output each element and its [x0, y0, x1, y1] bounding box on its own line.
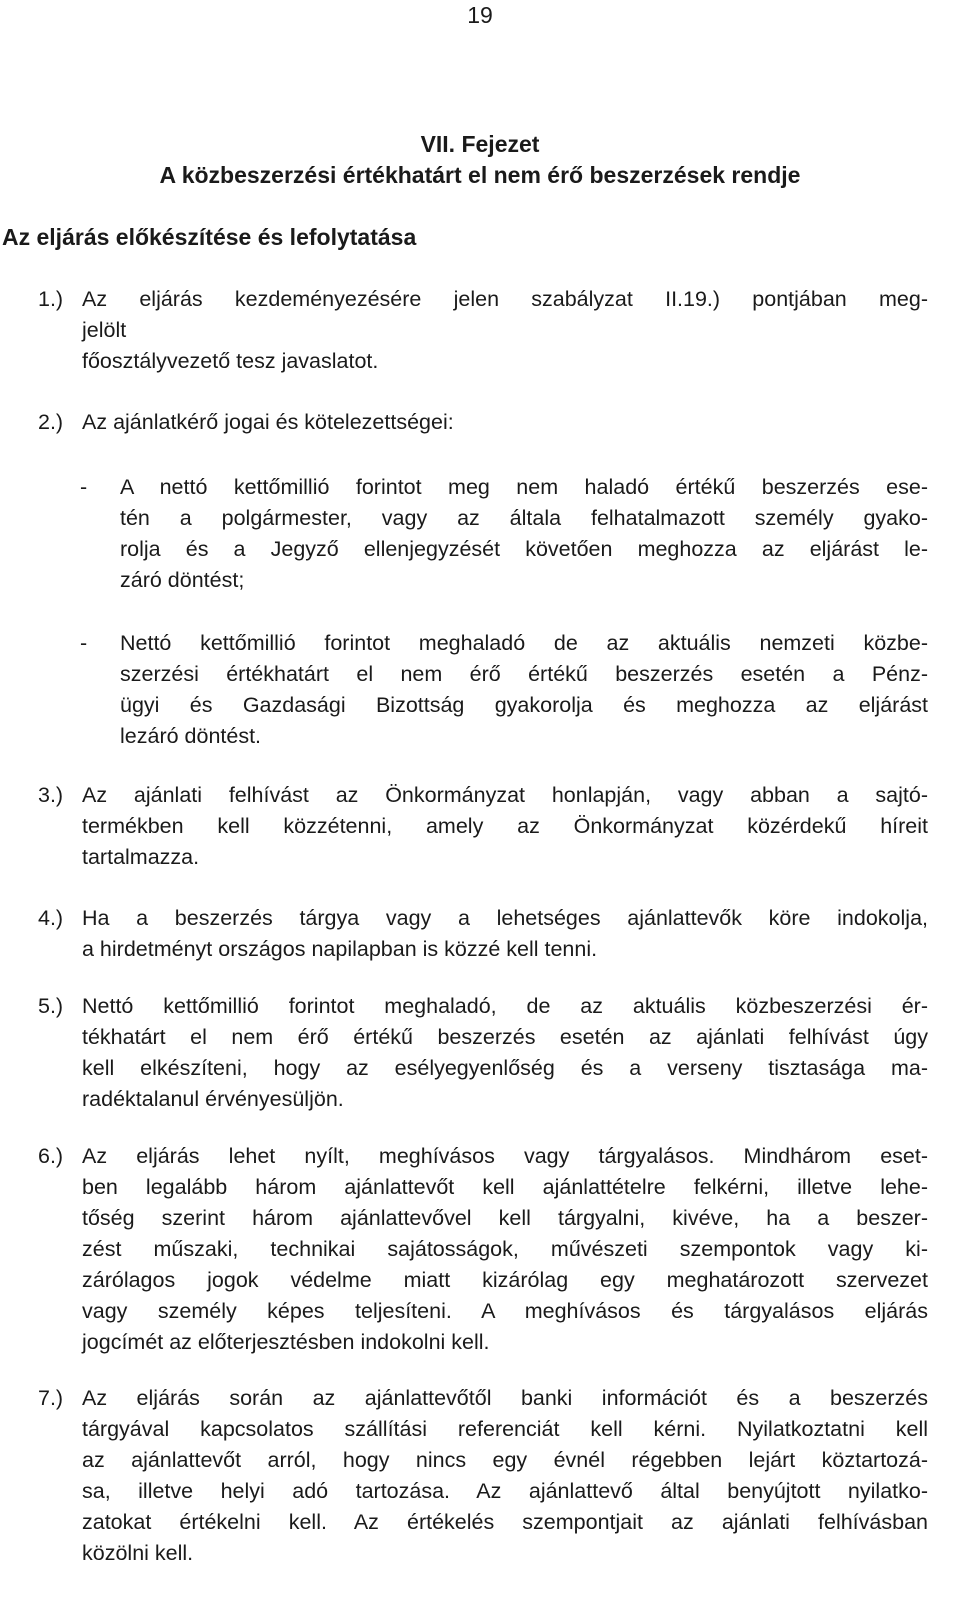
text-line: Nettó kettőmillió forintot meghaladó, de az aktuális közbeszerzési ér- [82, 994, 928, 1018]
text-line: jogcímét az előterjesztésben indokolni kell. [82, 1330, 490, 1354]
item-number: 6.) [38, 1144, 64, 1168]
text-line: Az eljárás kezdeményezésére jelen szabályzat II.19.) pontjában meg- [82, 287, 928, 311]
paragraph-item-4 [38, 903, 928, 965]
paragraph-item-5 [38, 991, 928, 1115]
paragraph-item-6 [38, 1141, 928, 1358]
paragraph-item-1 [38, 284, 928, 377]
text-line: zárólagos jogok védelme miatt kizárólag egy meghatározott szervezet [82, 1268, 928, 1292]
text-line: a hirdetményt országos napilapban is közzé kell tenni. [82, 937, 598, 961]
text-line: ben legalább három ajánlattevőt kell ajánlattételre felkérni, illetve lehe- [82, 1175, 928, 1199]
item-text [82, 1383, 928, 1569]
list-dash: - [80, 475, 88, 499]
chapter-number: VII. Fejezet [420, 131, 540, 157]
item-text [82, 991, 928, 1115]
text-line: Az eljárás lehet nyílt, meghívásos vagy tárgyalásos. Mindhárom eset- [82, 1144, 928, 1168]
text-line: vagy személy képes teljesíteni. A meghívásos és tárgyalásos eljárás [82, 1299, 928, 1323]
section-title: Az eljárás előkészítése és lefolytatása [2, 224, 417, 250]
item-text [82, 780, 928, 873]
text-line: Az eljárás során az ajánlattevőtől banki információt és a beszerzés [82, 1386, 928, 1410]
paragraph-item-3 [38, 780, 928, 873]
item-text [82, 284, 928, 377]
text-line: szerzési értékhatárt el nem érő értékű beszerzés esetén a Pénz- [120, 662, 928, 686]
text-line: tőség szerint három ajánlattevővel kell tárgyalni, kivéve, ha a beszer- [82, 1206, 928, 1230]
item-number: 4.) [38, 906, 64, 930]
text-line: közölni kell. [82, 1541, 194, 1565]
text-line: kell elkészíteni, hogy az esélyegyenlőség és a verseny tisztasága ma- [82, 1056, 928, 1080]
text-line: tén a polgármester, vagy az általa felhatalmazott személy gyako- [120, 506, 928, 530]
text-line: jelölt [82, 318, 127, 342]
sub-item-2-1 [80, 472, 928, 596]
text-line: rolja és a Jegyző ellenjegyzését követően meghozza az eljárást le- [120, 537, 928, 561]
text-line: termékben kell közzétenni, amely az Önkormányzat közérdekű híreit [82, 814, 928, 838]
text-line: tárgyával kapcsolatos szállítási referenciát kell kérni. Nyilatkoztatni kell [82, 1417, 928, 1441]
page-number: 19 [467, 2, 493, 28]
text-line: ügyi és Gazdasági Bizottság gyakorolja és meghozza az eljárást [120, 693, 928, 717]
item-text [82, 903, 928, 965]
sub-item-text [120, 472, 928, 596]
text-line: tékhatárt el nem érő értékű beszerzés esetén az ajánlati felhívást úgy [82, 1025, 928, 1049]
text-line: főosztályvezető tesz javaslatot. [82, 349, 379, 373]
paragraph-item-2 [38, 407, 928, 438]
text-line: Az ajánlati felhívást az Önkormányzat honlapján, vagy abban a sajtó- [82, 783, 928, 807]
item-text [82, 407, 928, 438]
text-line: tartalmazza. [82, 845, 200, 869]
text-line: zést műszaki, technikai sajátosságok, művészeti szempontok vagy ki- [82, 1237, 928, 1261]
item-number: 3.) [38, 783, 64, 807]
item-number: 5.) [38, 994, 64, 1018]
text-line: Az ajánlatkérő jogai és kötelezettségei: [82, 410, 454, 434]
item-number: 7.) [38, 1386, 64, 1410]
text-line: lezáró döntést. [120, 724, 262, 748]
chapter-heading [0, 129, 960, 191]
sub-item-2-2 [80, 628, 928, 752]
paragraph-item-7 [38, 1383, 928, 1569]
text-line: radéktalanul érvényesüljön. [82, 1087, 344, 1111]
text-line: az ajánlattevőt arról, hogy nincs egy évnél régebben lejárt köztartozá- [82, 1448, 928, 1472]
text-line: sa, illetve helyi adó tartozása. Az ajánlattevő által benyújtott nyilatko- [82, 1479, 928, 1503]
list-dash: - [80, 631, 88, 655]
chapter-title: A közbeszerzési értékhatárt el nem érő beszerzések rendje [159, 162, 801, 188]
text-line: Nettó kettőmillió forintot meghaladó de az aktuális nemzeti közbe- [120, 631, 928, 655]
text-line: Ha a beszerzés tárgya vagy a lehetséges ajánlattevők köre indokolja, [82, 906, 928, 930]
item-text [82, 1141, 928, 1358]
text-line: zatokat értékelni kell. Az értékelés szempontjait az ajánlati felhívásban [82, 1510, 928, 1534]
text-line: záró döntést; [120, 568, 245, 592]
item-number: 2.) [38, 410, 64, 434]
text-line: A nettó kettőmillió forintot meg nem haladó értékű beszerzés ese- [120, 475, 928, 499]
sub-item-text [120, 628, 928, 752]
item-number: 1.) [38, 287, 64, 311]
